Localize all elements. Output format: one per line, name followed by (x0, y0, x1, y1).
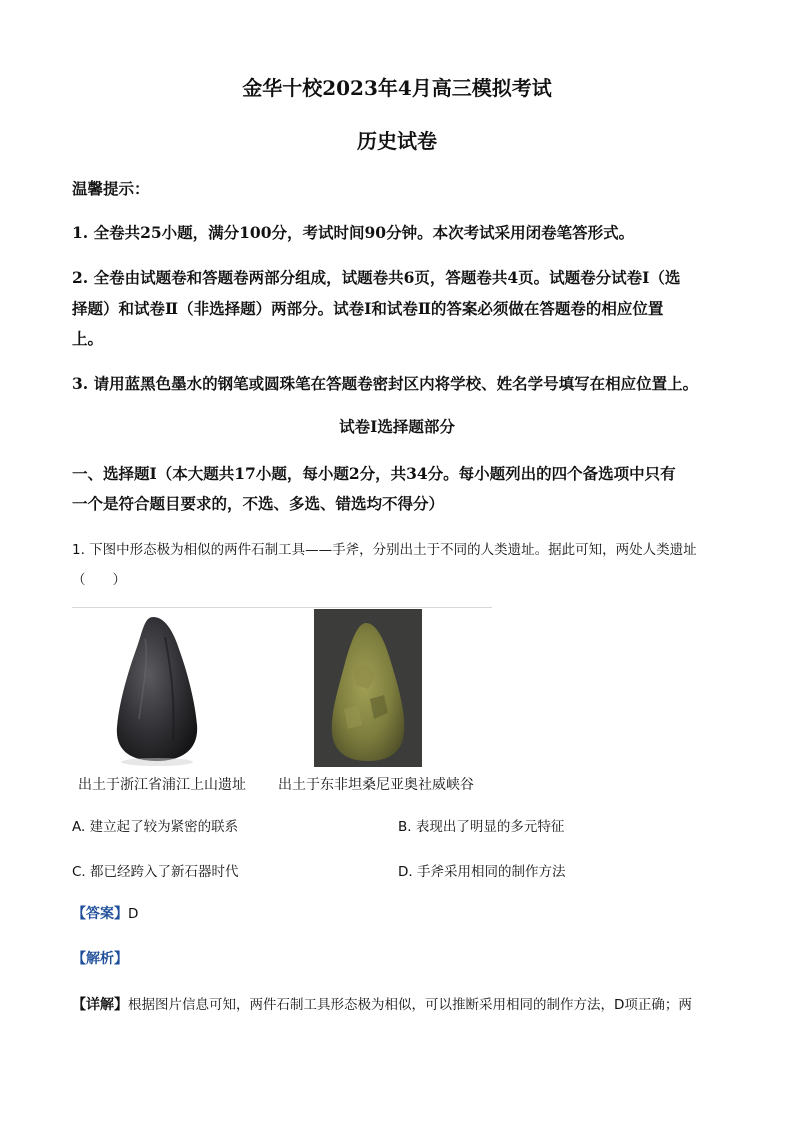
option-b: B. 表现出了明显的多元特征 (398, 819, 565, 835)
hand-axe-image-left (105, 609, 207, 767)
option-a: A. 建立起了较为紧密的联系 (72, 819, 239, 835)
notice-item-2-line-3: 上。 (72, 329, 104, 348)
option-d: D. 手斧采用相同的制作方法 (398, 864, 566, 880)
question-1-stem-line-2: （ ） (72, 572, 126, 588)
notice-item-3: 3. 请用蓝黑色墨水的钢笔或圆珠笔在答题卷密封区内将学校、姓名学号填写在相应位置上。 (72, 374, 699, 393)
answer-line (72, 903, 138, 923)
notice-item-2-line-2: 择题）和试卷Ⅱ（非选择题）两部分。试卷Ⅰ和试卷Ⅱ的答案必须做在答题卷的相应位置 (72, 299, 664, 318)
hand-axe-image-right (314, 609, 422, 767)
notice-item-2-line-1: 2. 全卷由试题卷和答题卷两部分组成，试题卷共6页，答题卷共4页。试题卷分试卷Ⅰ（选 (72, 268, 681, 287)
detail-text: 根据图片信息可知，两件石制工具形态极为相似，可以推断采用相同的制作方法，D项正确；两 (128, 997, 692, 1013)
answer-value: D (128, 906, 139, 922)
section-title: 试卷Ⅰ选择题部分 (339, 417, 455, 436)
page-title: 金华十校2023年4月高三模拟考试 (242, 76, 552, 100)
divider (72, 607, 492, 608)
caption-right: 出土于东非坦桑尼亚奥社威峡谷 (278, 777, 474, 793)
notice-heading: 温馨提示： (72, 179, 150, 198)
analysis-tag: 【解析】 (72, 951, 128, 967)
page-subtitle: 历史试卷 (357, 129, 437, 153)
section-instruction-line-1: 一、选择题Ⅰ（本大题共17小题，每小题2分，共34分。每小题列出的四个备选项中只有 (72, 464, 676, 483)
caption-left: 出土于浙江省浦江上山遗址 (78, 777, 246, 793)
answer-tag: 【答案】 (72, 906, 128, 922)
detail-line (72, 993, 732, 1014)
question-1-stem-line-1: 1. 下图中形态极为相似的两件石制工具——手斧，分别出土于不同的人类遗址。据此可知，两处人类遗址 (72, 542, 697, 558)
detail-tag: 【详解】 (72, 997, 128, 1013)
option-c: C. 都已经跨入了新石器时代 (72, 864, 239, 880)
notice-item-1: 1. 全卷共25小题，满分100分，考试时间90分钟。本次考试采用闭卷笔答形式。 (72, 223, 635, 242)
section-instruction-line-2: 一个是符合题目要求的，不选、多选、错选均不得分） (72, 494, 445, 513)
